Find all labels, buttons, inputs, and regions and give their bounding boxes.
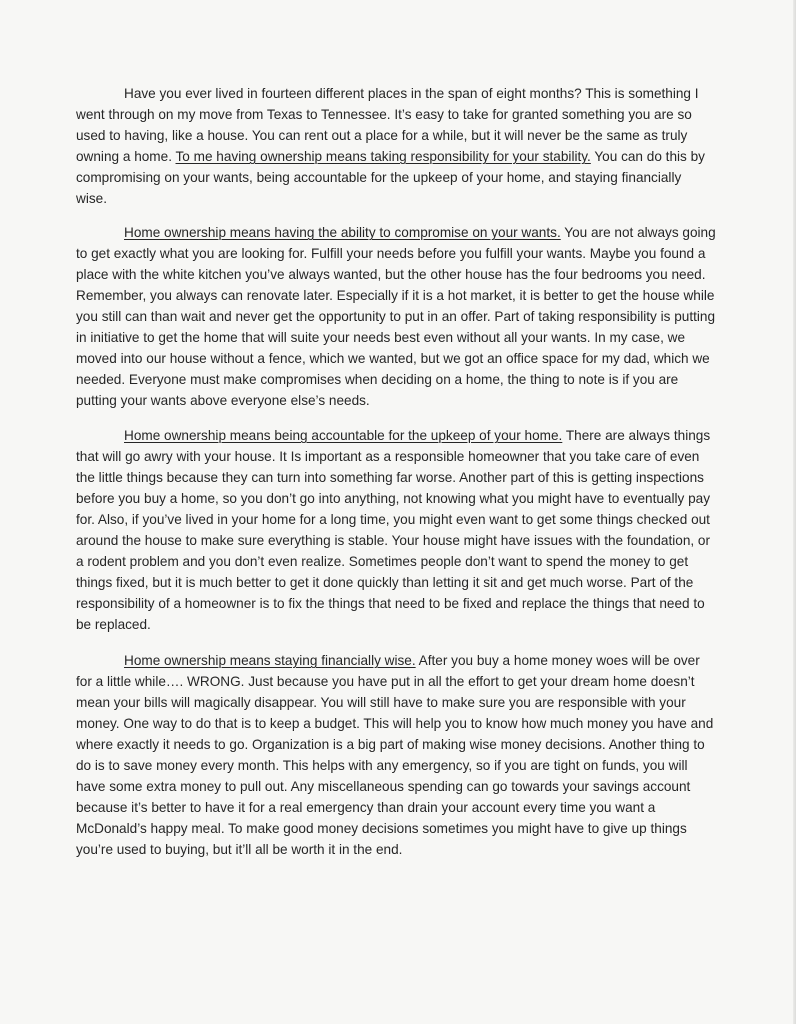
intro-paragraph xyxy=(76,83,716,209)
essay-body xyxy=(76,83,716,873)
thesis-statement: To me having ownership means taking responsibility for your stability. xyxy=(175,149,591,164)
compromise-body-text: You are not always going to get exactly what you are looking for. Fulfill your needs before you fulfill your wants. Maybe you found a place with the white kitchen you’ve always wanted, but the other house has the four bedrooms you need. Remember, you always can renovate later. Especially if it is a hot market, it is better to get the house while you still can than wait and never get the opportunity to put in an offer. Part of taking responsibility is putting in initiative to get the home that will suite your needs best even without all your wants. In my case, we moved into our house without a fence, which we wanted, but we got an office space for my dad, which we needed. Everyone must make compromises when deciding on a home, the thing to note is if you are putting your wants above everyone else’s needs. xyxy=(76,225,716,408)
intro-closing-text: You can do this by compromising on your wants, being accountable for the upkeep of your home, and staying financially wise. xyxy=(76,149,705,206)
upkeep-body-text: There are always things that will go awry with your house. It Is important as a responsible homeowner that you take care of even the little things because they can turn into something far worse. Another part of this is getting inspections before you buy a home, so you don’t go into anything, not knowing what you might have to eventually pay for. Also, if you’ve lived in your home for a long time, you might even want to get some things checked out around the house to make sure everything is stable. Your house might have issues with the foundation, or a rodent problem and you don’t even realize. Sometimes people don’t want to spend the money to get things fixed, but it is much better to get it done quickly than letting it sit and get much worse. Part of the responsibility of a homeowner is to fix the things that need to be fixed and replace the things that need to be replaced. xyxy=(76,428,711,632)
upkeep-paragraph xyxy=(76,425,716,635)
compromise-paragraph xyxy=(76,222,716,411)
financial-paragraph xyxy=(76,650,716,860)
upkeep-topic-sentence: Home ownership means being accountable for the upkeep of your home. xyxy=(124,428,563,443)
intro-opening-text: Have you ever lived in fourteen different places in the span of eight months? This is something I went through on my move from Texas to Tennessee. It’s easy to take for granted something you are so used to having, like a house. You can rent out a place for a while, but it will never be the same as truly owning a home. xyxy=(76,86,699,164)
financial-body-text: After you buy a home money woes will be over for a little while…. WRONG. Just because you have put in all the effort to get your dream home doesn’t mean your bills will magically disappear. You will still have to make sure you are responsible with your money. One way to do that is to keep a budget. This will help you to know how much money you have and where exactly it needs to go. Organization is a big part of making wise money decisions. Another thing to do is to save money every month. This helps with any emergency, so if you are tight on funds, you will have some extra money to pull out. Any miscellaneous spending can go towards your savings account because it’s better to have it for a real emergency than drain your account every time you want a McDonald’s happy meal. To make good money decisions sometimes you might have to give up things you’re used to buying, but it’ll all be worth it in the end. xyxy=(76,653,714,857)
compromise-topic-sentence: Home ownership means having the ability to compromise on your wants. xyxy=(124,225,561,240)
financial-topic-sentence: Home ownership means staying financially wise. xyxy=(124,653,416,668)
